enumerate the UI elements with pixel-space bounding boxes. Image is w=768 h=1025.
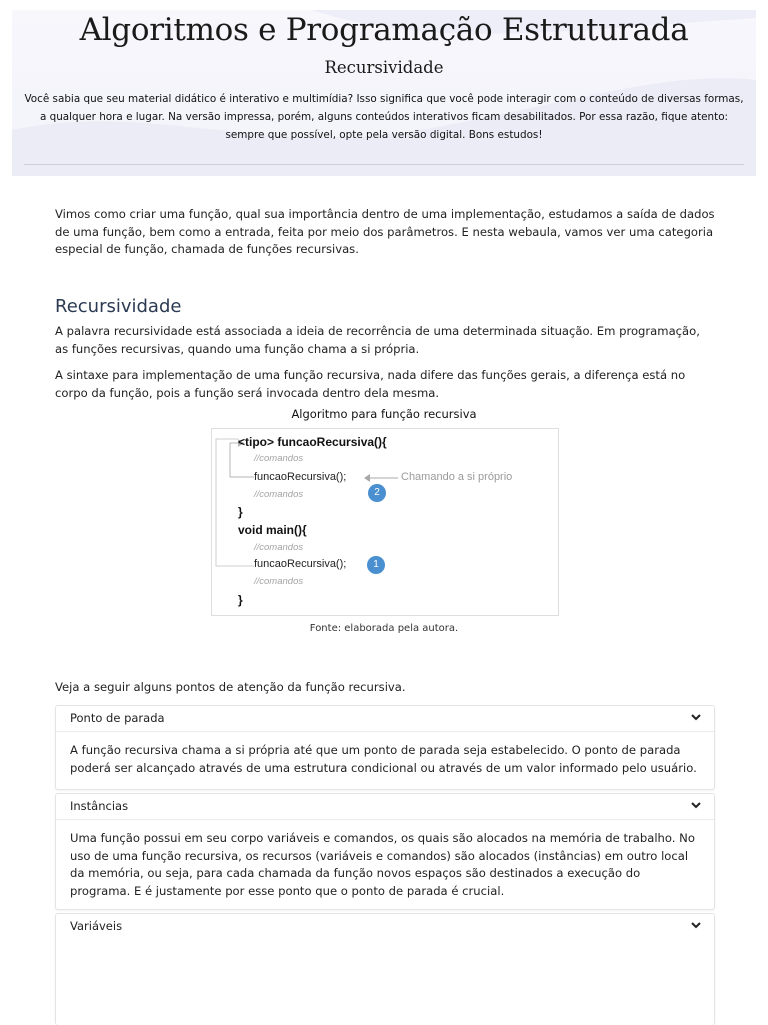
code-figure: [211, 428, 559, 616]
code-comment: //comandos: [254, 489, 304, 500]
step-badge-2: 2: [368, 484, 386, 502]
code-closing-brace: }: [238, 505, 243, 519]
page-title: Algoritmos e Programação Estruturada: [79, 12, 689, 48]
attention-intro: Veja a seguir alguns pontos de atenção da função recursiva.: [55, 680, 406, 694]
accordion-text: A função recursiva chama a si própria até que um ponto de parada seja estabelecido. O ponto de parada poderá ser alcançado através de uma estrutura condicional ou através de um valor informado pelo usuário.: [70, 743, 697, 775]
figure-caption: Algoritmo para função recursiva: [291, 407, 477, 421]
chevron-down-icon: [690, 799, 702, 811]
code-main-signature: void main(){: [238, 523, 307, 537]
accordion-label: Ponto de parada: [70, 711, 165, 725]
figure-source: Fonte: elaborada pela autora.: [309, 623, 459, 634]
accordion-body: [56, 731, 714, 775]
interactive-notice: Você sabia que seu material didático é interativo e multimídia? Isso significa que você pode interagir com o conteúdo de diversas formas, a qualquer hora e lugar. Na versão impressa, porém, alguns conteúdos interativos ficam desabilitados. Por essa razão, fique atento: sempre que possível, opte pela versão digital. Bons estudos!: [24, 93, 744, 141]
accordion-header-variaveis[interactable]: [56, 914, 714, 938]
accordion-ponto-de-parada: [55, 705, 715, 790]
accordion-label: Instâncias: [70, 799, 129, 813]
section-heading: Recursividade: [55, 296, 182, 317]
intro-paragraph: Vimos como criar uma função, qual sua importância dentro de uma implementação, estudamos a saída de dados de uma função, bem como a entrada, feita por meio dos parâmetros. E nesta webaula, vamos ver uma categoria especial de função, chamada de funções recursivas.: [55, 207, 715, 256]
accordion-text: Uma função possui em seu corpo variáveis e comandos, os quais são alocados na memória de trabalho. No uso de uma função recursiva, os recursos (variáveis e comandos) são alocados (instâncias) em outro local da memória, ou seja, para cada chamada da função novos espaços são destinados a execução do programa. E é justamente por esse ponto que o ponto de parada é crucial.: [70, 831, 695, 898]
code-closing-brace: }: [238, 593, 243, 607]
code-comment: //comandos: [254, 542, 304, 553]
code-comment: //comandos: [254, 576, 304, 587]
step-badge-1: 1: [367, 556, 385, 574]
accordion-header-ponto-de-parada[interactable]: [56, 706, 714, 730]
page-subtitle: Recursividade: [324, 58, 444, 77]
accordion-header-instancias[interactable]: [56, 794, 714, 818]
header-divider: [24, 164, 744, 165]
accordion-body: [56, 819, 714, 898]
code-comment: //comandos: [254, 453, 304, 464]
header-banner: [12, 10, 756, 176]
code-main-call: funcaoRecursiva();: [254, 558, 347, 570]
section-paragraph-2: A sintaxe para implementação de uma função recursiva, nada difere das funções gerais, a diferença está no corpo da função, pois a função será invocada dentro dela mesma.: [55, 368, 686, 400]
accordion-instancias: [55, 793, 715, 910]
chevron-down-icon: [690, 711, 702, 723]
accordion-label: Variáveis: [70, 919, 123, 933]
code-annotation: Chamando a si próprio: [401, 471, 513, 483]
code-function-signature: <tipo> funcaoRecursiva(){: [238, 435, 387, 449]
section-paragraph-1: A palavra recursividade está associada a ideia de recorrência de uma determinada situação. Em programação, as funções recursivas, quando uma função chama a si própria.: [55, 324, 700, 356]
chevron-down-icon: [690, 919, 702, 931]
accordion-variaveis: [55, 913, 715, 1025]
code-recursive-call: funcaoRecursiva();: [254, 471, 347, 483]
